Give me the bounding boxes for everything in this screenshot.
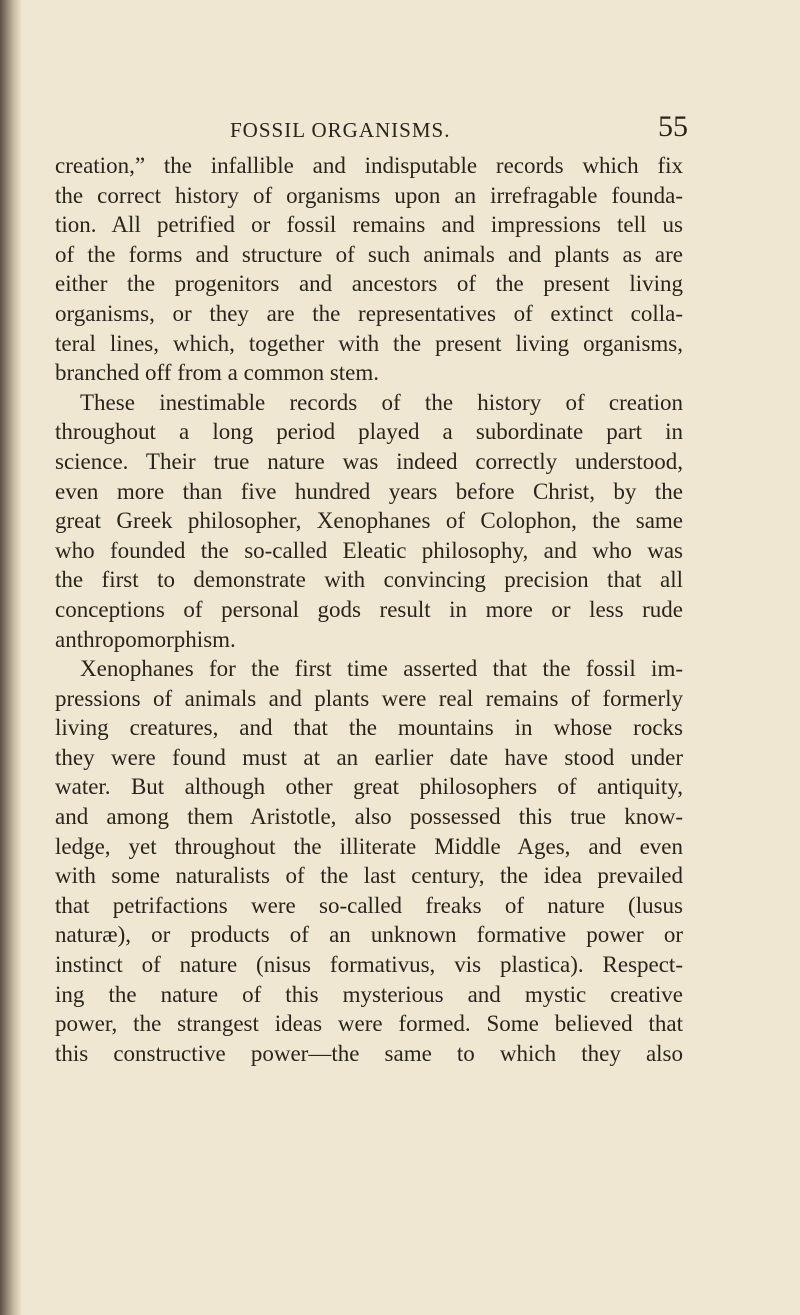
text-line: who founded the so-called Eleatic philosophy, and who was (55, 537, 683, 563)
text-line: throughout a long period played a subordinate part in (55, 419, 683, 445)
text-line: organisms, or they are the representatives of extinct colla- (55, 300, 683, 326)
text-line: Xenophanes for the first time asserted that the fossil im- (80, 656, 683, 682)
text-line: with some naturalists of the last century, the idea prevailed (55, 863, 683, 889)
text-line: ing the nature of this mysterious and mystic creative (55, 981, 683, 1007)
text-line: great Greek philosopher, Xenophanes of Colophon, the same (55, 508, 683, 534)
text-line: science. Their true nature was indeed correctly understood, (55, 448, 683, 474)
text-line: branched off from a common stem. (55, 360, 380, 386)
page-header (0, 110, 800, 150)
text-line: living creatures, and that the mountains in whose rocks (55, 715, 683, 741)
text-line: that petrifactions were so-called freaks of nature (lusus (55, 892, 683, 918)
text-line: the correct history of organisms upon an irrefragable founda- (55, 182, 683, 208)
page-gutter (0, 0, 22, 1315)
text-line: teral lines, which, together with the present living organisms, (55, 330, 683, 356)
text-line: either the progenitors and ancestors of the present living (55, 271, 683, 297)
text-line: naturæ), or products of an unknown formative power or (55, 922, 683, 948)
text-line: conceptions of personal gods result in more or less rude (55, 596, 683, 622)
body-text (55, 151, 683, 1068)
text-line: water. But although other great philosophers of antiquity, (55, 774, 683, 800)
text-line: and among them Aristotle, also possessed this true know- (55, 804, 683, 830)
text-line: ledge, yet throughout the illiterate Middle Ages, and even (55, 833, 683, 859)
text-line: the first to demonstrate with convincing precision that all (55, 567, 683, 593)
text-line: instinct of nature (nisus formativus, vis plastica). Respect- (55, 952, 683, 978)
text-line: pressions of animals and plants were real remains of formerly (55, 685, 683, 711)
page-number: 55 (658, 110, 688, 143)
text-line: power, the strangest ideas were formed. Some believed that (55, 1011, 683, 1037)
text-line: they were found must at an earlier date have stood under (55, 744, 683, 770)
text-line: even more than five hundred years before Christ, by the (55, 478, 683, 504)
running-title: FOSSIL ORGANISMS. (230, 118, 451, 142)
text-line: creation,” the infallible and indisputable records which fix (55, 153, 683, 178)
text-line: of the forms and structure of such animals and plants as are (55, 241, 683, 267)
text-line: this constructive power—the same to which they also (55, 1040, 683, 1066)
text-line: tion. All petrified or fossil remains and impressions tell us (55, 212, 683, 238)
text-line: anthropomorphism. (55, 626, 236, 652)
text-line: These inestimable records of the history of creation (80, 389, 683, 415)
